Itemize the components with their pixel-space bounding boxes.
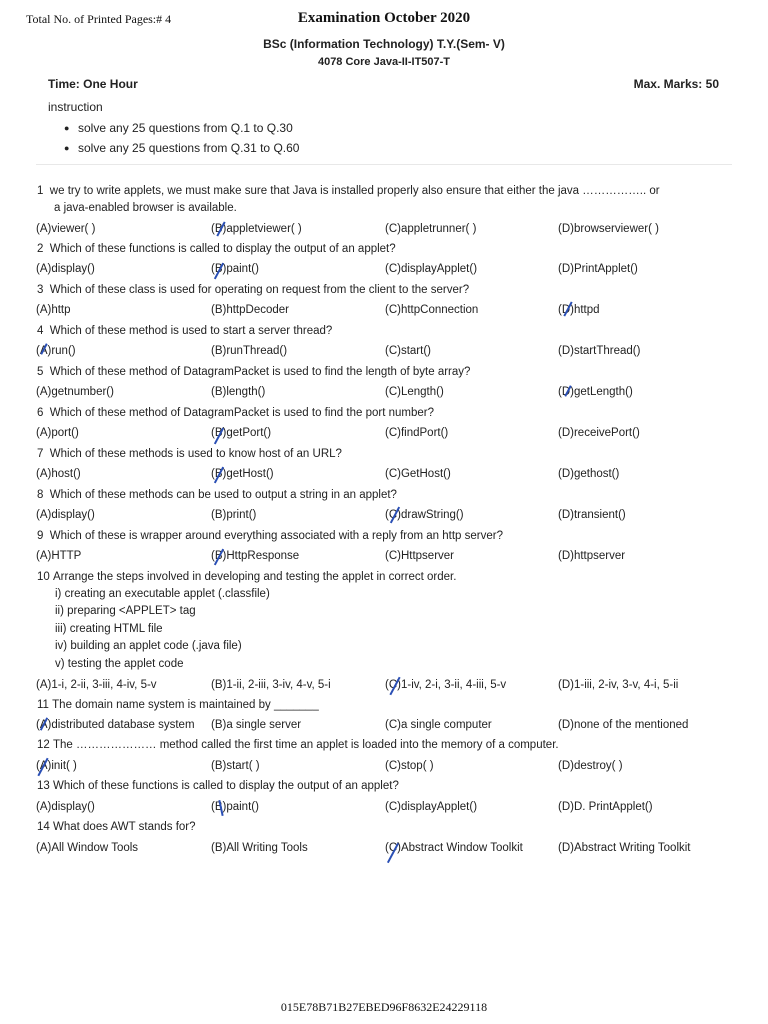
option-b: (B)print() bbox=[211, 509, 257, 521]
option-c: (C)httpConnection bbox=[385, 304, 479, 316]
option-d: (D)httpd bbox=[558, 304, 600, 316]
option-a: (A)display() bbox=[36, 801, 95, 813]
option-d: (D)httpserver bbox=[558, 550, 626, 562]
option-a: (A)All Window Tools bbox=[36, 842, 139, 854]
option-d: (D)D. PrintApplet() bbox=[558, 801, 653, 813]
step-item: v) testing the applet code bbox=[55, 658, 184, 670]
option-b: (B)length() bbox=[211, 386, 266, 398]
option-c: (C)drawString() bbox=[385, 509, 464, 521]
question-text: 4 Which of these method is used to start a server thread? bbox=[37, 325, 333, 337]
option-a: (A)port() bbox=[36, 427, 79, 439]
question-text: 2 Which of these functions is called to display the output of an applet? bbox=[37, 243, 396, 255]
question-text: 3 Which of these class is used for operating on request from the client to the server? bbox=[37, 284, 470, 296]
max-marks: Max. Marks: 50 bbox=[633, 77, 719, 91]
instruction-item: ● solve any 25 questions from Q.31 to Q.60 bbox=[64, 141, 300, 155]
option-b: (B)paint() bbox=[211, 801, 259, 813]
option-c: (C)a single computer bbox=[385, 719, 492, 731]
subject-code: 4078 Core Java-II-IT507-T bbox=[317, 56, 451, 68]
total-pages: Total No. of Printed Pages:# 4 bbox=[26, 12, 172, 26]
option-b: (B)paint() bbox=[211, 263, 259, 275]
option-c: (C)1-iv, 2-i, 3-ii, 4-iii, 5-v bbox=[385, 679, 507, 691]
step-item: iii) creating HTML file bbox=[55, 623, 163, 635]
exam-time: Time: One Hour bbox=[48, 77, 138, 91]
option-b: (B)start( ) bbox=[211, 760, 260, 772]
option-c: (C)Abstract Window Toolkit bbox=[385, 842, 523, 854]
bullet-icon: ● bbox=[64, 123, 70, 133]
option-a: (A)http bbox=[36, 304, 71, 316]
option-d: (D)gethost() bbox=[558, 468, 620, 480]
question-text: 8 Which of these methods can be used to output a string in an applet? bbox=[37, 489, 397, 501]
exam-title: Examination October 2020 bbox=[297, 10, 471, 26]
option-a: (A)init( ) bbox=[36, 760, 77, 772]
option-d: (D)browserviewer( ) bbox=[558, 223, 659, 235]
option-b: (B)getPort() bbox=[211, 427, 272, 439]
question-text: 1 we try to write applets, we must make sure that Java is installed properly also ensure that either the java …………….. or bbox=[37, 185, 660, 197]
option-d: (D)startThread() bbox=[558, 345, 641, 357]
question-text: 10 Arrange the steps involved in developing and testing the applet in correct order. bbox=[37, 571, 457, 583]
option-b: (B)HttpResponse bbox=[211, 550, 300, 562]
footer-code: 015E78B71B27EBED96F8632E24229118 bbox=[280, 1000, 488, 1014]
question-text: 11 The domain name system is maintained by _______ bbox=[37, 699, 319, 711]
option-c: (C)Length() bbox=[385, 386, 444, 398]
course-title: BSc (Information Technology) T.Y.(Sem- V) bbox=[263, 37, 505, 51]
option-b: (B)1-ii, 2-iii, 3-iv, 4-v, 5-i bbox=[211, 679, 331, 691]
option-d: (D)PrintApplet() bbox=[558, 263, 638, 275]
question-text: 14 What does AWT stands for? bbox=[37, 821, 196, 833]
option-c: (C)stop( ) bbox=[385, 760, 434, 772]
option-d: (D)getLength() bbox=[558, 386, 633, 398]
option-b: (B)getHost() bbox=[211, 468, 274, 480]
option-b: (B)httpDecoder bbox=[211, 304, 289, 316]
question-text: 9 Which of these is wrapper around everything associated with a reply from an http server? bbox=[37, 530, 503, 542]
question-text: 7 Which of these methods is used to know host of an URL? bbox=[37, 448, 342, 460]
option-b: (B)All Writing Tools bbox=[211, 842, 308, 854]
option-a: (A)HTTP bbox=[36, 550, 82, 562]
option-c: (C)findPort() bbox=[385, 427, 449, 439]
option-d: (D)receivePort() bbox=[558, 427, 640, 439]
question-text: 12 The ………………… method called the first time an applet is loaded into the memory of a computer. bbox=[37, 739, 559, 751]
divider bbox=[36, 164, 732, 165]
option-a: (A)getnumber() bbox=[36, 386, 114, 398]
option-a: (A)host() bbox=[36, 468, 81, 480]
option-a: (A)display() bbox=[36, 263, 95, 275]
question-text-continued: a java-enabled browser is available. bbox=[54, 202, 237, 214]
option-c: (C)displayApplet() bbox=[385, 801, 478, 813]
step-item: ii) preparing <APPLET> tag bbox=[55, 605, 196, 617]
option-d: (D)none of the mentioned bbox=[558, 719, 689, 731]
option-b: (B)runThread() bbox=[211, 345, 288, 357]
option-c: (C)Httpserver bbox=[385, 550, 455, 562]
option-b: (B)a single server bbox=[211, 719, 302, 731]
option-c: (C)displayApplet() bbox=[385, 263, 478, 275]
option-a: (A)run() bbox=[36, 345, 76, 357]
bullet-icon: ● bbox=[64, 143, 70, 153]
option-a: (A)display() bbox=[36, 509, 95, 521]
question-text: 5 Which of these method of DatagramPacket is used to find the length of byte array? bbox=[37, 366, 471, 378]
step-item: i) creating an executable applet (.classfile) bbox=[55, 588, 270, 600]
question-text: 6 Which of these method of DatagramPacket is used to find the port number? bbox=[37, 407, 434, 419]
option-c: (C)GetHost() bbox=[385, 468, 451, 480]
option-c: (C)start() bbox=[385, 345, 431, 357]
option-a: (A)viewer( ) bbox=[36, 223, 96, 235]
option-d: (D)destroy( ) bbox=[558, 760, 623, 772]
option-c: (C)appletrunner( ) bbox=[385, 223, 477, 235]
option-d: (D)1-iii, 2-iv, 3-v, 4-i, 5-ii bbox=[558, 679, 679, 691]
option-d: (D)Abstract Writing Toolkit bbox=[558, 842, 691, 854]
option-d: (D)transient() bbox=[558, 509, 626, 521]
instruction-label: instruction bbox=[48, 100, 103, 114]
option-a: (A)1-i, 2-ii, 3-iii, 4-iv, 5-v bbox=[36, 679, 157, 691]
option-a: (A)distributed database system bbox=[36, 719, 195, 731]
instruction-item: ● solve any 25 questions from Q.1 to Q.30 bbox=[64, 121, 293, 135]
step-item: iv) building an applet code (.java file) bbox=[55, 640, 242, 652]
question-text: 13 Which of these functions is called to display the output of an applet? bbox=[37, 780, 399, 792]
option-b: (B)appletviewer( ) bbox=[211, 223, 302, 235]
